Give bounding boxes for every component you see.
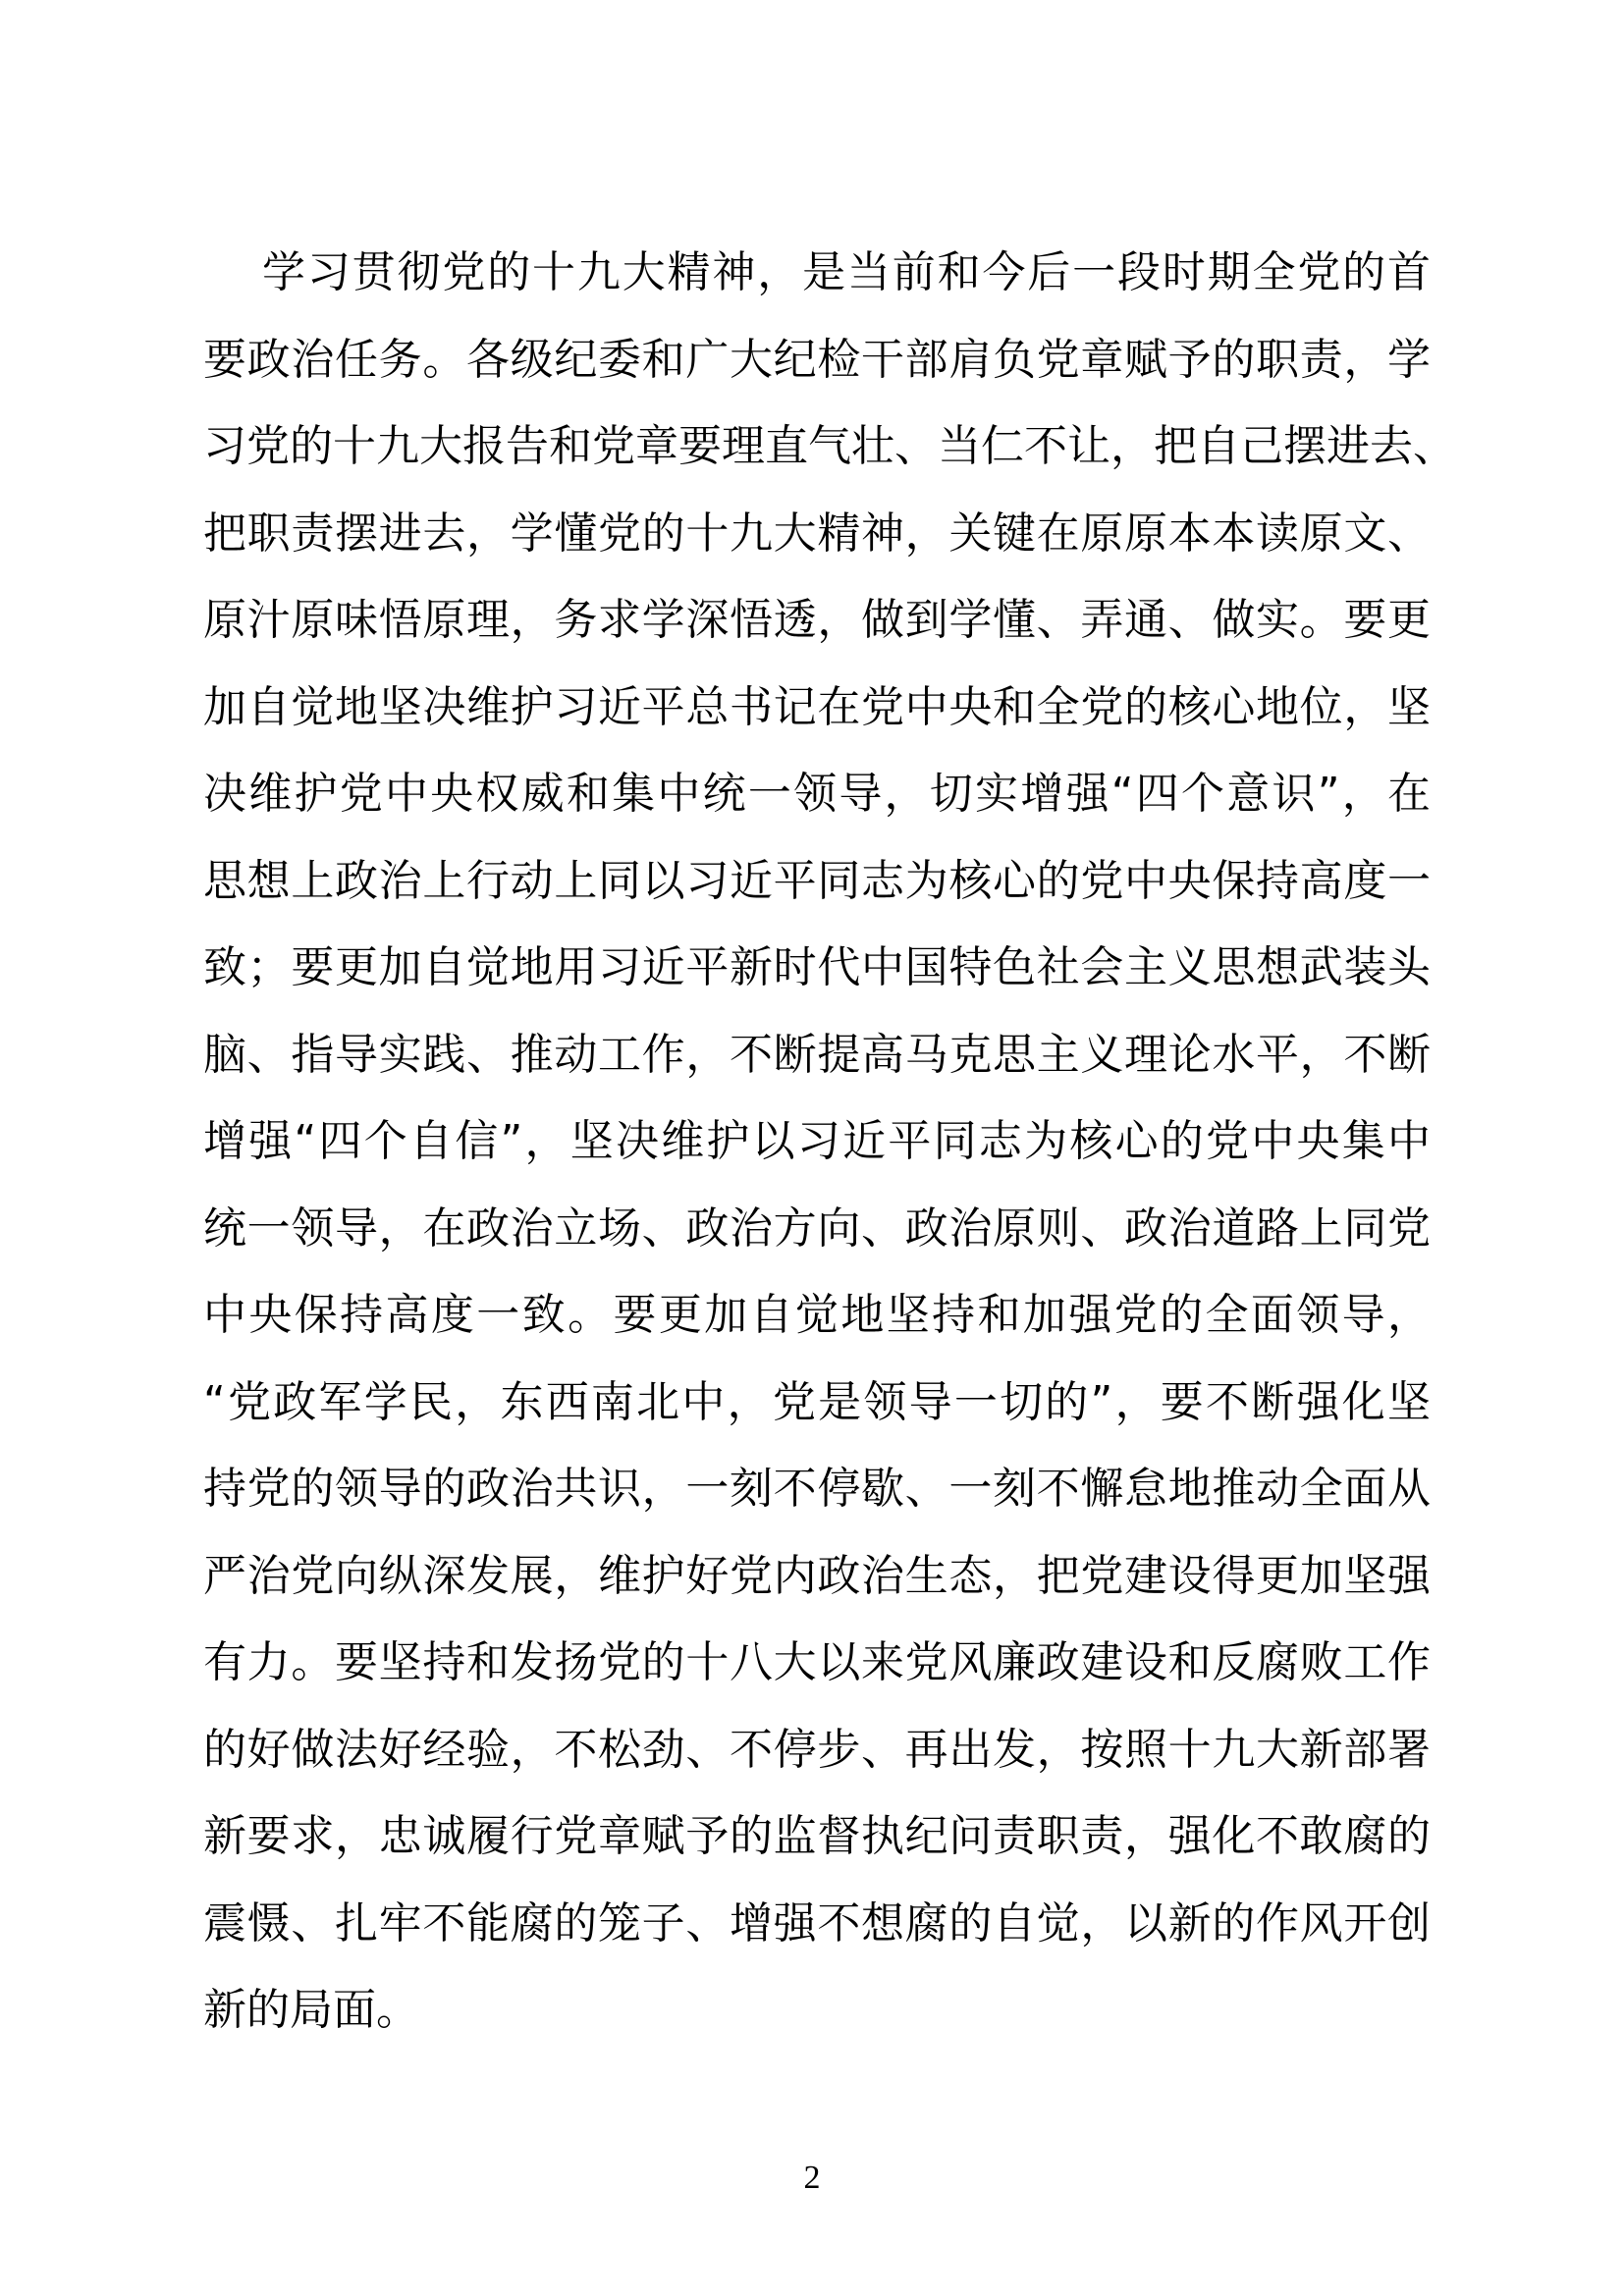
text-line: 原汁原味悟原理，务求学深悟透，做到学懂、弄通、做实。要更: [203, 595, 1431, 645]
text-line: 的好做法好经验，不松劲、不停步、再出发，按照十九大新部署: [203, 1724, 1431, 1775]
text-line: 新要求，忠诚履行党章赋予的监督执纪问责职责，强化不敢腐的: [203, 1811, 1431, 1861]
text-line: 脑、指导实践、推动工作，不断提高马克思主义理论水平，不断: [203, 1029, 1431, 1080]
text-line: 严治党向纵深发展，维护好党内政治生态，把党建设得更加坚强: [203, 1550, 1431, 1601]
text-line: 震慑、扎牢不能腐的笼子、增强不想腐的自觉，以新的作风开创: [203, 1897, 1431, 1949]
text-line: “党政军学民，东西南北中，党是领导一切的”，要不断强化坚: [203, 1376, 1431, 1427]
text-line: 新的局面。: [203, 1985, 419, 2035]
text-line: 致；要更加自觉地用习近平新时代中国特色社会主义思想武装头: [203, 942, 1431, 992]
text-line: 把职责摆进去，学懂党的十九大精神，关键在原原本本读原文、: [203, 507, 1431, 559]
body-paragraph: [203, 230, 1456, 2055]
text-line: 习党的十九大报告和党章要理直气壮、当仁不让，把自己摆进去、: [203, 421, 1456, 471]
text-line: 统一领导，在政治立场、政治方向、政治原则、政治道路上同党: [203, 1202, 1431, 1254]
text-line: 中央保持高度一致。要更加自觉地坚持和加强党的全面领导，: [203, 1290, 1431, 1340]
text-line: 思想上政治上行动上同以习近平同志为核心的党中央保持高度一: [203, 855, 1431, 906]
text-line: 加自觉地坚决维护习近平总书记在党中央和全党的核心地位，坚: [203, 681, 1431, 732]
text-line: 学习贯彻党的十九大精神，是当前和今后一段时期全党的首: [262, 247, 1431, 297]
page-number: 2: [803, 2160, 821, 2196]
text-line: 持党的领导的政治共识，一刻不停歇、一刻不懈怠地推动全面从: [203, 1464, 1431, 1514]
text-line: 决维护党中央权威和集中统一领导，切实增强“四个意识”，在: [203, 769, 1431, 819]
text-line: 要政治任务。各级纪委和广大纪检干部肩负党章赋予的职责，学: [203, 334, 1431, 385]
text-line: 增强“四个自信”，坚决维护以习近平同志为核心的党中央集中: [203, 1116, 1431, 1166]
text-line: 有力。要坚持和发扬党的十八大以来党风廉政建设和反腐败工作: [203, 1637, 1431, 1687]
